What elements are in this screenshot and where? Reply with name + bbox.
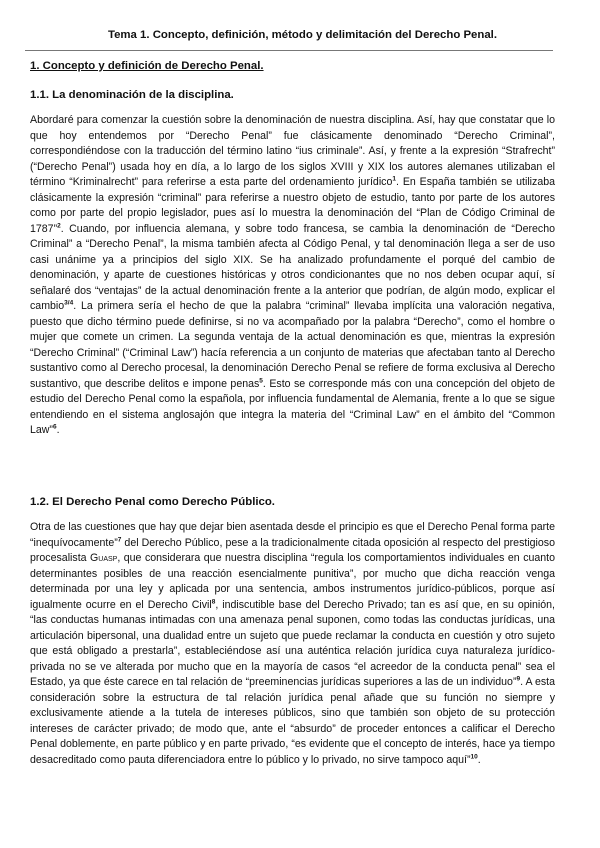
- paragraph-derecho-publico: [30, 520, 555, 768]
- text-run: , indiscutible base del Derecho Privado; tan es así que, en su opinión, “las conductas humanas intimadas con una amenaza penal suponen, como todas las conductas jurídicas, una articulación bipersonal, una dualidad entre un sujeto que puede reclamar la conducta en cuestión y otro sujeto que está obligado a prestarla”, estableciéndose así una auténtica relación jurídica cuya naturaleza jurídico-privada no se ve alterada por mucho que en la mayoría de casos “el acreedor de la conducta penal” sea el Estado, ya que éste carece en tal relación de “preeminencias jurídicas superiores a las de un individuo”: [30, 598, 555, 688]
- text-run: . La primera sería el hecho de que la palabra “criminal” llevaba implícita una valoración negativa, puesto que dicho término puede definirse, si no va acompañado por la palabra “Derecho”, como el hombre o mujer que comete un crimen. La segunda ventaja de la actual denominación es que, mientras la expresión “Derecho Criminal” (“Criminal Law”) hacía referencia a un conjunto de materias que afectaban tanto al Derecho sustantivo como al Derecho procesal, la denominación Derecho Penal se refiere de forma exclusiva al Derecho sustantivo, que describe delitos e impone penas: [30, 300, 555, 390]
- footnote-ref-1[interactable]: 1: [392, 175, 396, 183]
- text-run: . Cuando, por influencia alemana, y sobre todo francesa, se cambia la denominación de “Derecho Criminal” a “Derecho Penal”, la misma también afecta al Código Penal, y tal denominación llega a ser de uso casi unánime ya a principios del siglo XIX. Se ha analizado profundamente el porqué del cambio de denominación, y aparte de cuestiones históricas y otros condicionantes que no nos deben ocupar aquí, sí señalaré dos “ventajas” de la actual denominación frente a la anterior que podrían, de algún modo, explicar el cambio: [30, 222, 555, 312]
- footnote-ref-3-4[interactable]: 3/4: [64, 299, 74, 307]
- subsection-heading-1-2: 1.2. El Derecho Penal como Derecho Público.: [30, 496, 275, 508]
- text-run: Otra de las cuestiones que hay que dejar bien asentada desde el principio es que el Derecho Penal forma parte “inequívocamente”: [30, 521, 555, 549]
- author-name: Guasp: [90, 552, 118, 564]
- section-heading-1: 1. Concepto y definición de Derecho Penal.: [30, 60, 264, 72]
- subsection-heading-1-1: 1.1. La denominación de la disciplina.: [30, 89, 234, 101]
- text-run: . Esto se corresponde más con una concepción del objeto de estudio del Derecho Penal como la española, por influencia fundamental de Alemania, frente a lo que se sigue entendiendo en el sistema anglosajón que integra la materia del “Criminal Law” en el ámbito del “Common Law”: [30, 377, 555, 436]
- text-run: Abordaré para comenzar la cuestión sobre la denominación de nuestra disciplina. Así, hay que constatar que lo que hoy entendemos por “Derecho Penal” fue clásicamente denominado “Derecho Criminal”, correspondiéndose con la traducción del término latino “ius criminale”. Así, y frente a la expresión “Strafrecht” (“Derecho Penal”) usada hoy en día, a lo largo de los siglos XVIII y XIX los autores alemanes utilizaban el término “Kriminalrecht” para referirse a esta parte del ordenamiento jurídico: [30, 114, 555, 188]
- header-divider: [25, 50, 553, 51]
- footnote-ref-7[interactable]: 7: [117, 535, 122, 543]
- footnote-ref-2[interactable]: 2: [57, 221, 61, 229]
- text-run: del Derecho Público, pese a la tradicionalmente citada oposición al respecto del prestigioso procesalista: [30, 536, 555, 564]
- text-run: . A esta consideración sobre la estructura de tal relación jurídica penal añade que su función no siempre y exclusivamente atiende a la tutela de intereses públicos, sino que también son objeto de su protección intereses de carácter privado; de modo que, ante el “absurdo” de proceder entonces a calificar el Derecho Penal doblemente, en parte público y en parte privado, “es evidente que el concepto de interés, hace ya tiempo desacreditado como pauta diferenciadora entre lo público y lo privado, no sirve tampoco aquí”: [30, 676, 556, 766]
- text-run: . En España también se utilizaba clásicamente la expresión “criminal” para referirse a nuestro objeto de estudio, tanto por parte de los autores como por parte del propio legislador, pues así lo muestra la denominación del “Plan de Código Criminal de 1787”: [30, 176, 555, 235]
- paragraph-denominacion: [30, 113, 555, 439]
- text-run: , que considerara que nuestra disciplina “regula los comportamientos individuales en cuanto determinantes posibles de una reacción esencialmente punitiva”, por mucho que dicha reacción venga determinada por una ley y aplicada por una sentencia, ambos instrumentos jurídico-públicos, porque así igualmente ocurre en el Derecho Civil: [30, 552, 555, 611]
- footnote-ref-5[interactable]: 5: [259, 376, 263, 384]
- text-run: .: [56, 424, 60, 436]
- page-title: Tema 1. Concepto, definición, método y delimitación del Derecho Penal.: [107, 29, 498, 41]
- footnote-ref-10[interactable]: 10: [470, 752, 478, 760]
- footnote-ref-6[interactable]: 6: [52, 423, 57, 431]
- text-run: .: [477, 753, 481, 766]
- footnote-ref-9[interactable]: 9: [516, 675, 521, 683]
- footnote-ref-8[interactable]: 8: [211, 597, 216, 605]
